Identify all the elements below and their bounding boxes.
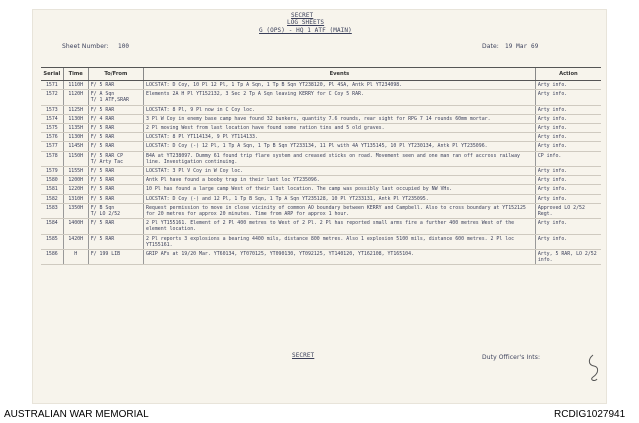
cell-time: 1150H: [63, 151, 88, 166]
cell-serial: 1572: [41, 90, 63, 105]
cell-from: F/ 199 LIB: [88, 250, 143, 265]
cell-time: 1350H: [63, 203, 88, 218]
log-body: [41, 81, 601, 265]
cell-from: F/ A Sqn T/ 1 ATF,SRAR: [88, 90, 143, 105]
table-row: [41, 219, 601, 234]
table-header-row: [41, 68, 601, 81]
cell-serial: 1571: [41, 81, 63, 90]
log-sheet: [33, 10, 606, 403]
cell-serial: 1578: [41, 151, 63, 166]
cell-serial: 1581: [41, 185, 63, 194]
table-row: [41, 124, 601, 133]
archive-caption-right: RCDIG1027941: [554, 409, 626, 420]
cell-serial: 1576: [41, 133, 63, 142]
cell-time: 1110H: [63, 81, 88, 90]
cell-events: 2 Pl YT155161. Element of 2 Pl 400 metres to West of 2 Pl. 2 Pl has reported small arms fire a further 400 metres West of the element location.: [144, 219, 536, 234]
cell-from: F/ 4 RAR: [88, 114, 143, 123]
sheet-number-value: 100: [118, 43, 130, 50]
cell-events: LOCSTAT: 3 Pl V Coy in W Coy loc.: [144, 167, 536, 176]
cell-action: Arty info.: [535, 176, 601, 185]
cell-time: 1420H: [63, 234, 88, 249]
cell-time: 1400H: [63, 219, 88, 234]
cell-from: F/ B Sqn T/ LO 2/52: [88, 203, 143, 218]
column-header-serial: Serial: [41, 68, 63, 81]
cell-serial: 1574: [41, 114, 63, 123]
cell-action: CP info.: [535, 151, 601, 166]
sheet-title: LOG SHEETS: [287, 19, 325, 26]
cell-serial: 1580: [41, 176, 63, 185]
table-row: [41, 90, 601, 105]
table-row: [41, 176, 601, 185]
cell-events: 2 Pl reports 3 explosions a bearing 4400 mils, distance 800 metres. Also 1 explosion 5100 mils, distance 600 metres. 2 Pl loc YT155161.: [144, 234, 536, 249]
date-value: 19 Mar 69: [505, 43, 539, 50]
cell-time: 1135H: [63, 124, 88, 133]
table-row: [41, 133, 601, 142]
cell-events: Request permission to move in close vicinity of common AO boundary between KERRY and Campbell. Also to cross boundary at YT152125 for 20 metres for approx 20 minutes. Time from ARP for approx 1 hour.: [144, 203, 536, 218]
cell-events: B4A at YT238097. Dummy 61 found trip flare system and creased sticks on road. Movement seen and one man ran off accross railway line. Investigation continuing.: [144, 151, 536, 166]
column-header-to-from: To/From: [88, 68, 143, 81]
cell-time: 1125H: [63, 105, 88, 114]
column-header-events: Events: [144, 68, 536, 81]
cell-serial: 1583: [41, 203, 63, 218]
cell-events: LOCSTAT: D Coy (-) and 12 Pl, 1 Tp B Sqn, 1 Tp A Sqn YT235128, 10 Pl YT233131, Antk Pl YT235095.: [144, 194, 536, 203]
cell-time: 1130H: [63, 133, 88, 142]
sheet-subtitle: G (OPS) - HQ 1 ATF (MAIN): [259, 27, 352, 34]
cell-time: 1155H: [63, 167, 88, 176]
signature-mark: [585, 353, 603, 383]
cell-time: H: [63, 250, 88, 265]
table-row: [41, 114, 601, 123]
cell-serial: 1585: [41, 234, 63, 249]
cell-time: 1130H: [63, 114, 88, 123]
cell-action: Arty info.: [535, 105, 601, 114]
table-row: [41, 250, 601, 265]
cell-serial: 1582: [41, 194, 63, 203]
cell-action: Arty info.: [535, 219, 601, 234]
cell-from: F/ 5 RAR: [88, 124, 143, 133]
cell-from: F/ 5 RAR: [88, 167, 143, 176]
cell-action: Arty info.: [535, 194, 601, 203]
cell-action: Arty info.: [535, 90, 601, 105]
date-label: Date:: [482, 43, 499, 50]
table-row: [41, 194, 601, 203]
sheet-number-label: Sheet Number:: [62, 43, 109, 50]
cell-events: 10 Pl has found a large camp West of their last location. The camp was possibly last occupied by NW VHs.: [144, 185, 536, 194]
classification-top: SECRET: [291, 12, 314, 19]
cell-action: Arty info.: [535, 167, 601, 176]
cell-serial: 1586: [41, 250, 63, 265]
cell-events: 2 Pl moving West from last location have found some ration tins and 5 old graves.: [144, 124, 536, 133]
cell-time: 1220H: [63, 185, 88, 194]
cell-action: Arty info.: [535, 124, 601, 133]
cell-serial: 1584: [41, 219, 63, 234]
duty-officer-label: Duty Officer's Ints:: [482, 354, 541, 361]
cell-time: 1310H: [63, 194, 88, 203]
cell-from: F/ 5 RAR: [88, 176, 143, 185]
table-row: [41, 81, 601, 90]
cell-from: F/ 5 RAR: [88, 81, 143, 90]
table-row: [41, 105, 601, 114]
cell-from: F/ 5 RAR: [88, 194, 143, 203]
cell-events: GRIP AFs at 19/20 Mar. YT60134, YT070125, YT090130, YT092125, YT140120, YT162108, YT165104.: [144, 250, 536, 265]
cell-action: Arty info.: [535, 133, 601, 142]
table-row: [41, 167, 601, 176]
cell-events: LOCSTAT: D Coy, 10 Pl 12 Pl, 1 Tp A Sqn, 1 Tp B Sqn YT238120, Pl 4SA, Antk Pl YT234098.: [144, 81, 536, 90]
cell-events: LOCSTAT: 8 Pl, 9 Pl now in C Coy loc.: [144, 105, 536, 114]
cell-from: F/ 5 RAR CP T/ Arty Tac: [88, 151, 143, 166]
cell-events: Antk Pl have found a booby trap in their last loc YT235096.: [144, 176, 536, 185]
cell-serial: 1575: [41, 124, 63, 133]
cell-from: F/ 5 RAR: [88, 219, 143, 234]
log-table: [41, 67, 601, 265]
cell-serial: 1579: [41, 167, 63, 176]
cell-events: Elements 2A H Pl YT152132, 3 Sec 2 Tp A Sqn leaving KERRY for C Coy 5 RAR.: [144, 90, 536, 105]
cell-from: F/ 5 RAR: [88, 185, 143, 194]
cell-action: Approved LO 2/52 Regt.: [535, 203, 601, 218]
cell-events: LOCSTAT: D Coy (-) 12 Pl, 1 Tp A Sqn, 1 Tp B Sqn YT233134, 11 Pl with 4A YT135145, 10 Pl YT230134, Antk Pl YT235096.: [144, 142, 536, 151]
cell-action: Arty info.: [535, 81, 601, 90]
table-row: [41, 151, 601, 166]
cell-events: 3 Pl W Coy in enemy base camp have found 32 bunkers, quantity 7.6 rounds, rear sight for RPG 7 14 rounds 60mm mortar.: [144, 114, 536, 123]
cell-serial: 1577: [41, 142, 63, 151]
cell-time: 1120H: [63, 90, 88, 105]
table-row: [41, 185, 601, 194]
table-row: [41, 142, 601, 151]
table-row: [41, 203, 601, 218]
cell-action: Arty info.: [535, 234, 601, 249]
cell-from: F/ 5 RAR: [88, 133, 143, 142]
classification-bottom: SECRET: [292, 352, 315, 359]
cell-from: F/ 5 RAR: [88, 142, 143, 151]
cell-action: Arty info.: [535, 185, 601, 194]
cell-action: Arty info.: [535, 142, 601, 151]
cell-events: LOCSTAT: 8 Pl YT114134, 9 Pl YT114133.: [144, 133, 536, 142]
cell-from: F/ 5 RAR: [88, 234, 143, 249]
cell-from: F/ 5 RAR: [88, 105, 143, 114]
column-header-time: Time: [63, 68, 88, 81]
cell-serial: 1573: [41, 105, 63, 114]
column-header-action: Action: [535, 68, 601, 81]
table-row: [41, 234, 601, 249]
cell-time: 1145H: [63, 142, 88, 151]
cell-time: 1200H: [63, 176, 88, 185]
cell-action: Arty info.: [535, 114, 601, 123]
cell-action: Arty, 5 RAR, LO 2/52 info.: [535, 250, 601, 265]
archive-caption-left: AUSTRALIAN WAR MEMORIAL: [4, 409, 149, 420]
